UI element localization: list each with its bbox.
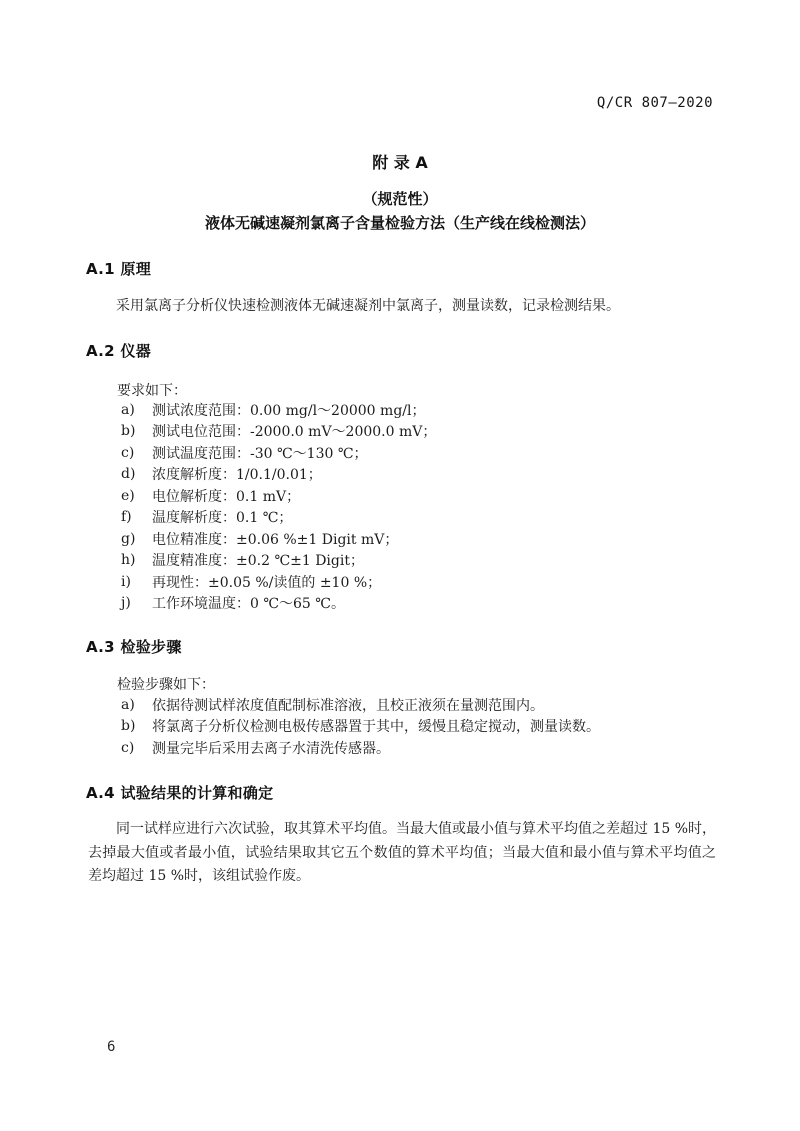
- list-item-text: 浓度解析度：1/0.1/0.01；: [152, 467, 322, 484]
- list-item-label: i): [121, 573, 131, 590]
- list-item: [121, 571, 436, 593]
- normative-label: （规范性）: [362, 190, 438, 208]
- document-code: Q/CR 807—2020: [596, 95, 713, 111]
- list-item-label: c): [121, 444, 135, 461]
- list-item: [121, 716, 600, 738]
- list-item: [121, 442, 436, 464]
- list-item: [121, 550, 436, 572]
- section-a2-list: [121, 399, 436, 614]
- list-item-label: a): [121, 696, 135, 713]
- section-a1-paragraph: 采用氯离子分析仪快速检测液体无碱速凝剂中氯离子，测量读数，记录检测结果。: [116, 298, 620, 314]
- appendix-subtitle: 液体无碱速凝剂氯离子含量检验方法（生产线在线检测法）: [204, 214, 595, 232]
- list-item-label: e): [121, 487, 135, 504]
- list-item-text: 测试温度范围：-30 ℃～130 ℃；: [152, 445, 368, 462]
- list-item-text: 测量完毕后采用去离子水清洗传感器。: [152, 740, 390, 757]
- list-item-text: 测试电位范围：-2000.0 mV～2000.0 mV；: [152, 424, 437, 441]
- list-item-text: 再现性：±0.05 %/读值的 ±10 %；: [152, 574, 382, 591]
- list-item: [121, 593, 436, 615]
- list-item: [121, 694, 600, 716]
- list-item-text: 依据待测试样浓度值配制标准溶液，且校正液须在量测范围内。: [152, 697, 544, 714]
- list-item-text: 温度解析度：0.1 ℃；: [152, 510, 293, 527]
- list-item-label: d): [121, 466, 136, 483]
- list-item-text: 工作环境温度：0 ℃～65 ℃。: [152, 596, 345, 613]
- section-a2-lead: 要求如下：: [117, 383, 187, 399]
- list-item-label: b): [121, 423, 136, 440]
- list-item: [121, 507, 436, 529]
- section-a4-paragraph: 同一试样应进行六次试验，取其算术平均值。当最大值或最小值与算术平均值之差超过 15 %时，去掉最大值或者最小值，试验结果取其它五个数值的算术平均值；当最大值和最小值与算术平均值之差均超过 15 %时，该组试验作废。: [88, 821, 717, 884]
- list-item: [121, 399, 436, 421]
- list-item-label: f): [121, 509, 132, 526]
- list-item-label: j): [121, 595, 131, 612]
- list-item-label: g): [121, 530, 136, 547]
- page-number: 6: [107, 1039, 116, 1055]
- section-heading-a4: A.4 试验结果的计算和确定: [86, 784, 274, 802]
- list-item: [121, 528, 436, 550]
- section-heading-a2: A.2 仪器: [86, 342, 152, 360]
- section-heading-a1: A.1 原理: [86, 260, 152, 278]
- list-item-text: 电位解析度：0.1 mV；: [152, 488, 301, 505]
- list-item-label: h): [121, 552, 136, 569]
- list-item: [121, 421, 436, 443]
- list-item-text: 测试浓度范围：0.00 mg/l～20000 mg/l；: [152, 402, 426, 419]
- list-item-label: b): [121, 718, 136, 735]
- list-item: [121, 485, 436, 507]
- list-item: [121, 737, 600, 759]
- appendix-title: 附 录 A: [372, 153, 428, 172]
- list-item-label: c): [121, 739, 135, 756]
- list-item-text: 电位精准度：±0.06 %±1 Digit mV；: [152, 531, 399, 548]
- section-a3-list: [121, 694, 600, 759]
- section-heading-a3: A.3 检验步骤: [86, 638, 182, 656]
- list-item-text: 温度精准度：±0.2 ℃±1 Digit；: [152, 553, 364, 570]
- section-a3-lead: 检验步骤如下：: [117, 677, 215, 693]
- list-item-text: 将氯离子分析仪检测电极传感器置于其中，缓慢且稳定搅动，测量读数。: [152, 719, 600, 736]
- list-item-label: a): [121, 401, 135, 418]
- list-item: [121, 464, 436, 486]
